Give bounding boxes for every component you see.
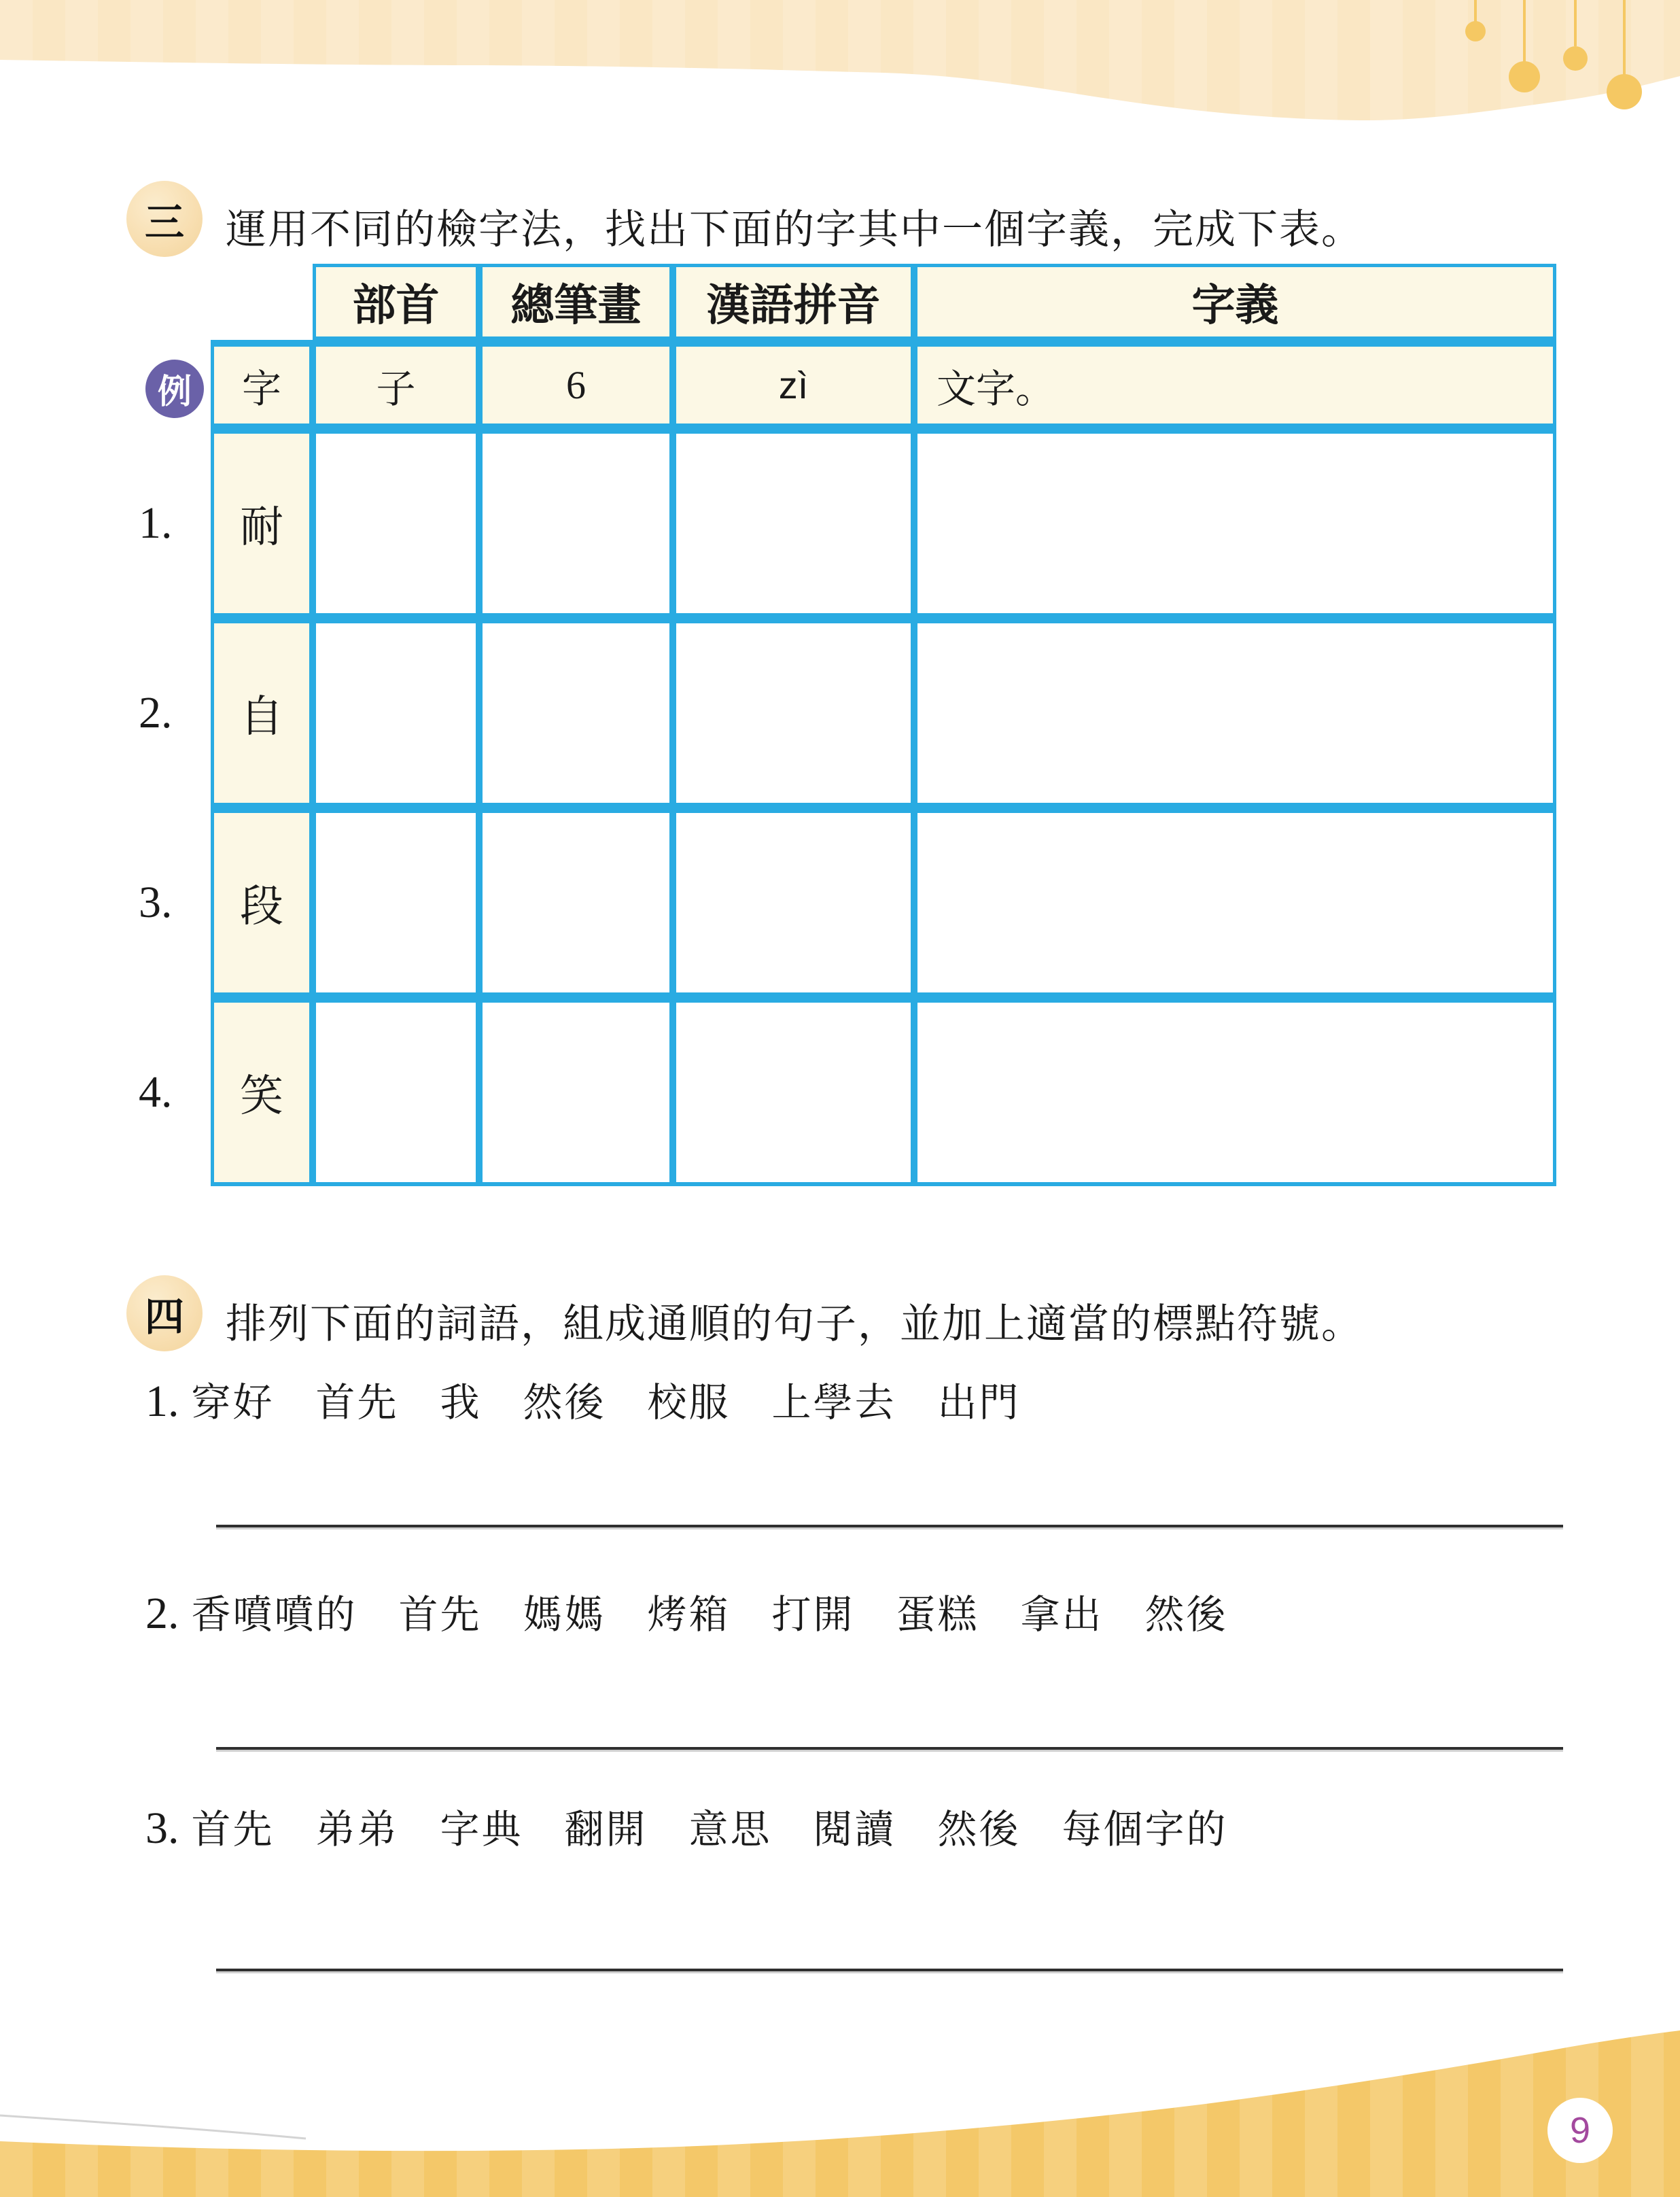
answer-pinyin-2[interactable] [673,620,914,806]
answer-radical-3[interactable] [313,810,479,996]
header-pinyin: 漢語拼音 [673,264,914,340]
section-three-instruction: 運用不同的檢字法，找出下面的字其中一個字義，完成下表。 [226,207,1363,252]
header-radical: 部首 [313,264,479,340]
section-three-badge [126,181,203,257]
answer-strokes-2[interactable] [479,620,673,806]
header-strokes: 總筆畫 [479,264,673,340]
dictionary-table [211,264,1556,1186]
answer-pinyin-4[interactable] [673,999,914,1186]
example-pinyin: zì [673,343,914,427]
item-number-1: 1. [145,1377,179,1426]
answer-meaning-3[interactable] [914,810,1556,996]
target-char-4: 笑 [211,999,313,1186]
table-corner-empty [211,264,313,340]
item-words-1: 穿好 首先 我 然後 校服 上學去 出門 [191,1381,1021,1425]
sentence-item-2 [145,1582,1228,1640]
answer-meaning-4[interactable] [914,999,1556,1186]
example-strokes: 6 [479,343,673,427]
item-words-2: 香噴噴的 首先 媽媽 烤箱 打開 蛋糕 拿出 然後 [191,1593,1228,1637]
answer-line-3[interactable] [216,1969,1563,1971]
item-number-3: 3. [145,1803,179,1853]
section-four-instruction: 排列下面的詞語，組成通順的句子，並加上適當的標點符號。 [226,1302,1363,1347]
answer-line-2[interactable] [216,1747,1563,1750]
sentence-item-3 [145,1797,1228,1854]
page-number-circle [1547,2098,1613,2163]
answer-radical-1[interactable] [313,430,479,617]
header-meaning: 字義 [914,264,1556,340]
example-badge-label: 例 [158,373,192,411]
answer-pinyin-3[interactable] [673,810,914,996]
answer-strokes-3[interactable] [479,810,673,996]
section-four-badge [126,1275,203,1351]
answer-radical-4[interactable] [313,999,479,1186]
item-number-2: 2. [145,1589,179,1638]
item-words-3: 首先 弟弟 字典 翻開 意思 閱讀 然後 每個字的 [191,1807,1228,1852]
example-meaning: 文字。 [914,343,1556,427]
answer-meaning-1[interactable] [914,430,1556,617]
answer-line-1[interactable] [216,1525,1563,1527]
sentence-item-1 [145,1370,1021,1428]
target-char-1: 耐 [211,430,313,617]
example-char: 字 [211,343,313,427]
section-three-badge-label: 三 [144,201,184,245]
top-decorative-band [0,0,1680,143]
page-number: 9 [1569,2110,1591,2151]
answer-pinyin-1[interactable] [673,430,914,617]
row-number-4: 4. [139,1067,173,1117]
target-char-3: 段 [211,810,313,996]
section-four-badge-label: 四 [144,1295,184,1339]
bottom-decorative-band [0,2026,1680,2197]
example-badge [145,360,204,418]
answer-strokes-4[interactable] [479,999,673,1186]
row-number-2: 2. [139,688,173,738]
row-number-3: 3. [139,878,173,927]
answer-meaning-2[interactable] [914,620,1556,806]
answer-radical-2[interactable] [313,620,479,806]
example-radical: 子 [313,343,479,427]
row-number-1: 1. [139,498,173,548]
target-char-2: 自 [211,620,313,806]
answer-strokes-1[interactable] [479,430,673,617]
